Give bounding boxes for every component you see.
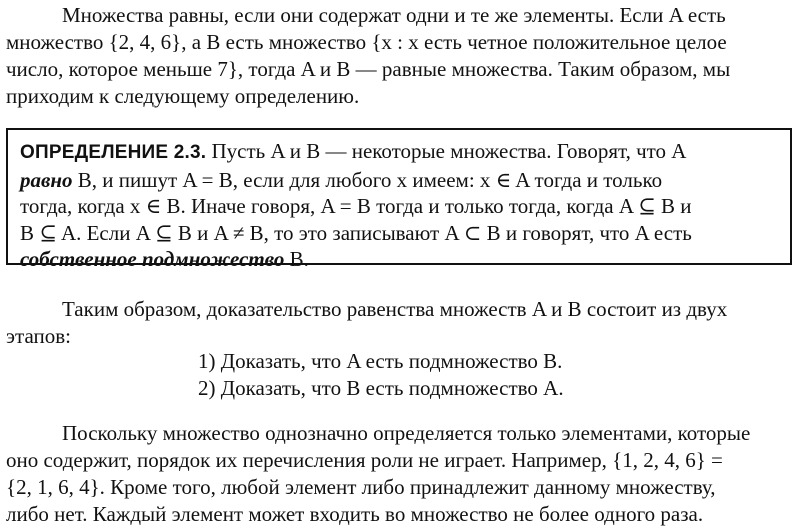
proof-line-1: Таким образом, доказательство равенства множеств A и B состоит из двух [62,297,728,321]
intro-line-4: приходим к следующему определению. [6,84,360,108]
document-page [6,0,798,526]
list-item: 1) Доказать, что A есть подмножество B. [198,349,563,373]
definition-line-5-text: B. [284,247,309,271]
text-line [6,2,798,29]
definition-line-4: B ⊆ A. Если A ⊆ B и A ≠ B, то это записывают A ⊂ B и говорят, что A есть [20,220,692,245]
term-equal: равно [20,167,73,192]
order-line-3: {2, 1, 6, 4}. Кроме того, любой элемент либо принадлежит данному множеству, [6,475,716,499]
definition-line-5 [20,246,780,273]
order-line-2: оно содержит, порядок их перечисления роли не играет. Например, {1, 2, 4, 6} = [6,448,723,472]
proof-paragraph [6,296,798,350]
intro-line-1: Множества равны, если они содержат одни и те же элементы. Если A есть [62,3,726,27]
proof-line-2: этапов: [6,324,71,348]
list-item: 2) Доказать, что B есть подмножество A. [198,376,564,400]
definition-line-1 [20,138,780,167]
order-line-4: либо нет. Каждый элемент может входить во множество не более одного раза. [6,502,704,526]
intro-line-3: число, которое меньше 7}, тогда A и B — равные множества. Таким образом, мы [6,57,731,81]
steps-list [198,348,564,402]
definition-line-3: тогда, когда x ∈ B. Иначе говоря, A = B тогда и только тогда, когда A ⊆ B и [20,194,692,218]
definition-line-1-text: Пусть A и B — некоторые множества. Говорят, что A [206,139,687,163]
intro-paragraph [6,2,798,110]
term-proper-subset: собственное подмножество [20,247,285,271]
definition-label: ОПРЕДЕЛЕНИЕ 2.3. [20,142,207,163]
order-line-1: Поскольку множество однозначно определяется только элементами, которые [62,421,751,445]
definition-line-2 [20,167,780,194]
order-paragraph [6,420,798,528]
intro-line-2: множество {2, 4, 6}, а B есть множество {x : x есть четное положительное целое [6,30,727,54]
text-line [6,420,798,447]
definition-line-2-text: B, и пишут A = B, если для любого x имеем: x ∈ A тогда и только [72,167,663,192]
text-line [6,296,798,323]
definition-box [6,128,792,271]
